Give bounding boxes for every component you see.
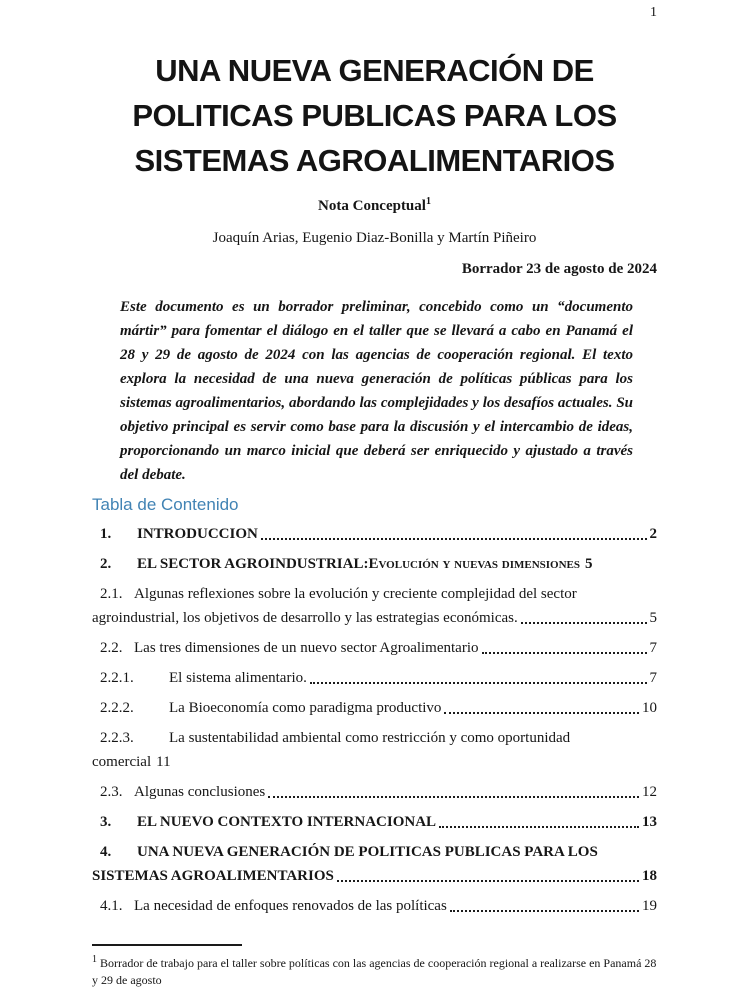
toc-entry-number: 4. <box>100 844 112 860</box>
toc-entry-title-smallcaps: Evolución y nuevas dimensiones <box>368 556 580 572</box>
toc-entry-title: La necesidad de enfoques renovados de las políticas <box>134 898 447 914</box>
page-number: 1 <box>650 5 657 20</box>
footnote-text: Borrador de trabajo para el taller sobre políticas con las agencias de cooperación regional a realizarse en Panamá 28 y 29 de agosto <box>92 956 657 987</box>
toc-entry-number: 2.2.1. <box>100 670 134 686</box>
toc-entry-title: comercial <box>92 754 152 770</box>
toc-dot-leader <box>268 796 639 798</box>
toc-page-number: 18 <box>642 868 657 884</box>
toc-entry-title: agroindustrial, los objetivos de desarrollo y las estrategias económicas. <box>92 610 518 626</box>
toc-row[interactable] <box>92 552 657 576</box>
footnote-separator-rule <box>92 944 242 946</box>
toc-row[interactable] <box>92 582 657 606</box>
toc-entry-title: Algunas reflexiones sobre la evolución y creciente complejidad del sector <box>134 586 577 602</box>
toc-row[interactable] <box>92 864 657 888</box>
toc-dot-leader <box>261 538 647 540</box>
toc-row[interactable] <box>92 894 657 918</box>
toc-page-number: 19 <box>642 898 657 914</box>
toc-entry-title: Las tres dimensiones de un nuevo sector Agroalimentario <box>134 640 479 656</box>
toc-dot-leader <box>310 682 647 684</box>
toc-page-number: 7 <box>649 670 657 686</box>
toc-row[interactable] <box>92 780 657 804</box>
toc-entry-title: UNA NUEVA GENERACIÓN DE POLITICAS PUBLICAS PARA LOS <box>137 844 598 860</box>
toc-row[interactable] <box>92 666 657 690</box>
toc-dot-leader <box>482 652 647 654</box>
toc-dot-leader <box>521 622 647 624</box>
footnote <box>92 944 657 989</box>
toc-row[interactable] <box>92 810 657 834</box>
toc-entry-number: 2.2.3. <box>100 730 134 746</box>
toc-page-number: 7 <box>649 640 657 656</box>
toc-page-number: 11 <box>156 754 171 770</box>
toc-entry-title: INTRODUCCION <box>137 526 258 542</box>
footnote-text-block <box>92 951 657 989</box>
toc-page-number: 10 <box>642 700 657 716</box>
toc-entry-title: Algunas conclusiones <box>134 784 266 800</box>
toc-entry-number: 1. <box>100 526 112 542</box>
subtitle-text: Nota Conceptual <box>318 198 426 214</box>
document-subtitle <box>92 196 657 215</box>
toc-page-number: 5 <box>585 556 593 572</box>
toc-entry-title: EL SECTOR AGROINDUSTRIAL: <box>137 556 369 572</box>
toc-row[interactable] <box>92 726 657 750</box>
toc-entry-title: SISTEMAS AGROALIMENTARIOS <box>92 868 334 884</box>
draft-date: Borrador 23 de agosto de 2024 <box>461 261 657 277</box>
footnote-number: 1 <box>92 954 97 965</box>
toc-row[interactable] <box>92 696 657 720</box>
toc-page-number: 13 <box>642 814 657 830</box>
toc-row[interactable] <box>92 750 657 774</box>
toc-dot-leader <box>450 910 639 912</box>
toc-entry-title: La sustentabilidad ambiental como restricción y como oportunidad <box>169 730 571 746</box>
document-title-line-2: POLITICAS PUBLICAS PARA LOS <box>132 98 617 133</box>
toc-row[interactable] <box>92 606 657 630</box>
toc-dot-leader <box>444 712 639 714</box>
footnote-reference-marker: 1 <box>425 196 431 207</box>
toc-entry-number: 2. <box>100 556 112 572</box>
toc-entry-number: 2.1. <box>100 586 123 602</box>
toc-dot-leader <box>337 880 639 882</box>
toc-entry-number: 3. <box>100 814 112 830</box>
toc-list <box>92 522 657 918</box>
toc-entry-number: 4.1. <box>100 898 123 914</box>
toc-row[interactable] <box>92 522 657 546</box>
toc-entry-number: 2.2.2. <box>100 700 134 716</box>
authors-line: Joaquín Arias, Eugenio Diaz-Bonilla y Martín Piñeiro <box>212 230 537 246</box>
toc-row[interactable] <box>92 840 657 864</box>
toc-entry-title: La Bioeconomía como paradigma productivo <box>169 700 442 716</box>
toc-entry-title: El sistema alimentario. <box>169 670 307 686</box>
toc-row[interactable] <box>92 636 657 660</box>
toc-page-number: 2 <box>649 526 657 542</box>
abstract-paragraph: Este documento es un borrador preliminar, concebido como un “documento mártir” para fomentar el diálogo en el taller que se llevará a cabo en Panamá el 28 y 29 de agosto de 2024 con las agencias de cooperación regional. El texto explora la necesidad de una nueva generación de políticas públicas para los sistemas agroalimentarios, abordando las complejidades y los desafíos actuales. Su objetivo principal es servir como base para la discusión y el intercambio de ideas, proporcionando un marco inicial que deberá ser enriquecido y ajustado a través del debate. <box>120 299 633 483</box>
toc-heading: Tabla de Contenido <box>92 495 239 514</box>
document-title <box>92 48 657 183</box>
toc-entry-number: 2.3. <box>100 784 123 800</box>
toc-page-number: 5 <box>649 610 657 626</box>
toc-page-number: 12 <box>642 784 657 800</box>
toc-entry-number: 2.2. <box>100 640 123 656</box>
document-title-line-1: UNA NUEVA GENERACIÓN DE <box>155 53 594 88</box>
toc-dot-leader <box>439 826 639 828</box>
document-title-line-3: SISTEMAS AGROALIMENTARIOS <box>134 143 615 178</box>
toc-entry-title: EL NUEVO CONTEXTO INTERNACIONAL <box>137 814 437 830</box>
